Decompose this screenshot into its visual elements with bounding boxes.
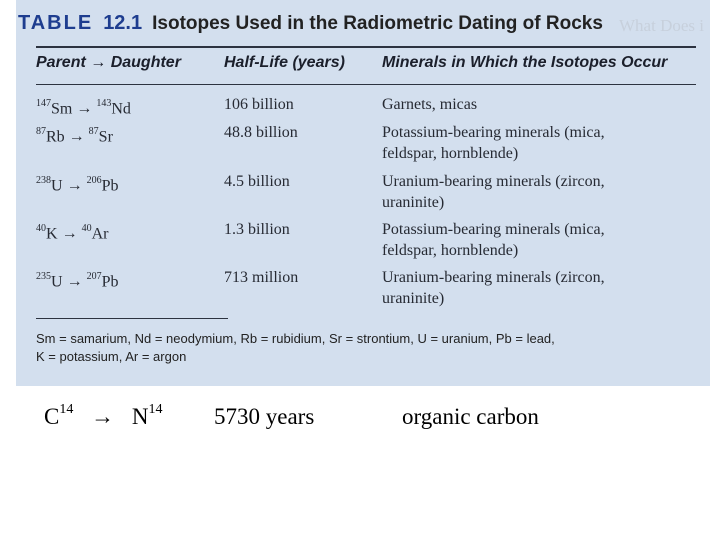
- isotope-pair: $^{40}$K → $^{40}$Ar: [36, 223, 109, 243]
- half-life-value: 48.8 billion: [224, 124, 298, 141]
- minerals-value: Uranium-bearing minerals (zircon, uraninite): [382, 173, 605, 211]
- table-number: 12.1: [103, 12, 143, 34]
- isotope-pair: $^{235}$U → $^{207}$Pb: [36, 271, 119, 291]
- bleed-through-text: What Does i: [619, 16, 704, 35]
- minerals-value: Potassium-bearing minerals (mica, feldspar, hornblende): [382, 124, 605, 162]
- header-half-life: Half-Life (years): [224, 54, 345, 71]
- footnote-rule: [36, 318, 228, 319]
- carbon-dating-row: [0, 404, 720, 434]
- minerals-value: Potassium-bearing minerals (mica, feldspar, hornblende): [382, 221, 605, 259]
- isotope-pair: $^{87}$Rb → $^{87}$Sr: [36, 126, 113, 146]
- half-life-value: 106 billion: [224, 96, 294, 113]
- carbon-isotope-pair: $C^{14} \to N^{14}$: [44, 402, 163, 429]
- table-title: Isotopes Used in the Radiometric Dating of Rocks: [152, 13, 603, 34]
- table-label: TABLE: [18, 12, 94, 34]
- table-caption: [18, 12, 603, 42]
- isotope-pair: $^{238}$U → $^{206}$Pb: [36, 175, 119, 195]
- half-life-value: 1.3 billion: [224, 221, 290, 238]
- table-footnote: Sm = samarium, Nd = neodymium, Rb = rubidium, Sr = strontium, U = uranium, Pb = lead, K = potassium, Ar = argon: [36, 331, 555, 364]
- header-top-rule: [36, 46, 696, 48]
- carbon-material: organic carbon: [402, 404, 539, 429]
- isotope-pair: $^{147}$Sm → $^{143}$Nd: [36, 98, 131, 118]
- header-minerals: Minerals in Which the Isotopes Occur: [382, 54, 668, 71]
- carbon-half-life: 5730 years: [214, 404, 315, 429]
- minerals-value: Uranium-bearing minerals (zircon, uraninite): [382, 269, 605, 307]
- textbook-table-scan: [16, 0, 710, 386]
- header-parent-daughter: Parent → Daughter: [36, 54, 181, 71]
- half-life-value: 4.5 billion: [224, 173, 290, 190]
- header-bottom-rule: [36, 84, 696, 85]
- minerals-value: Garnets, micas: [382, 96, 478, 113]
- half-life-value: 713 million: [224, 269, 299, 286]
